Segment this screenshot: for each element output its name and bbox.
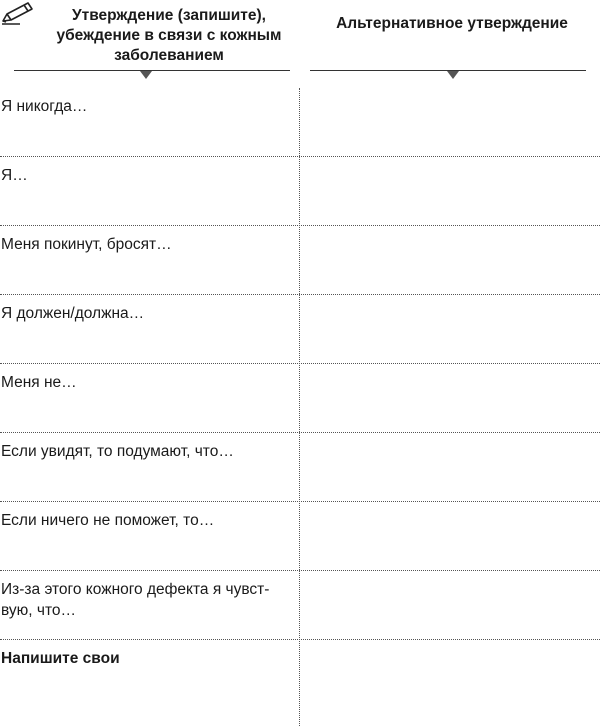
write-your-own-prompt: Напишите свои bbox=[1, 650, 120, 667]
statement-prompt: Я… bbox=[1, 167, 28, 184]
table-row[interactable] bbox=[0, 433, 600, 502]
table-row-custom[interactable] bbox=[0, 640, 600, 709]
table-row[interactable] bbox=[0, 364, 600, 433]
table-row[interactable] bbox=[0, 226, 600, 295]
statement-prompt: Из-за этого кожного дефекта я чувст-вую, что… bbox=[1, 581, 270, 619]
worksheet-table bbox=[0, 88, 600, 709]
table-row[interactable] bbox=[0, 157, 600, 226]
left-column-header: Утверждение (запишите), убеждение в связи с кожным заболеванием bbox=[56, 7, 282, 64]
right-header-pointer bbox=[447, 71, 459, 79]
left-header-rule bbox=[14, 70, 290, 71]
right-column-header: Альтернативное утверждение bbox=[336, 15, 568, 32]
statement-prompt: Я никогда… bbox=[1, 98, 88, 115]
statement-prompt: Я должен/должна… bbox=[1, 305, 145, 322]
left-header-pointer bbox=[140, 71, 152, 79]
table-row[interactable] bbox=[0, 88, 600, 157]
statement-prompt: Если ничего не поможет, то… bbox=[1, 512, 215, 529]
table-row[interactable] bbox=[0, 295, 600, 364]
table-row[interactable] bbox=[0, 502, 600, 571]
statement-prompt: Меня не… bbox=[1, 374, 77, 391]
pencil-icon bbox=[0, 0, 36, 26]
table-row[interactable] bbox=[0, 571, 600, 640]
statement-prompt: Если увидят, то подумают, что… bbox=[1, 443, 234, 460]
statement-prompt: Меня покинут, бросят… bbox=[1, 236, 172, 253]
